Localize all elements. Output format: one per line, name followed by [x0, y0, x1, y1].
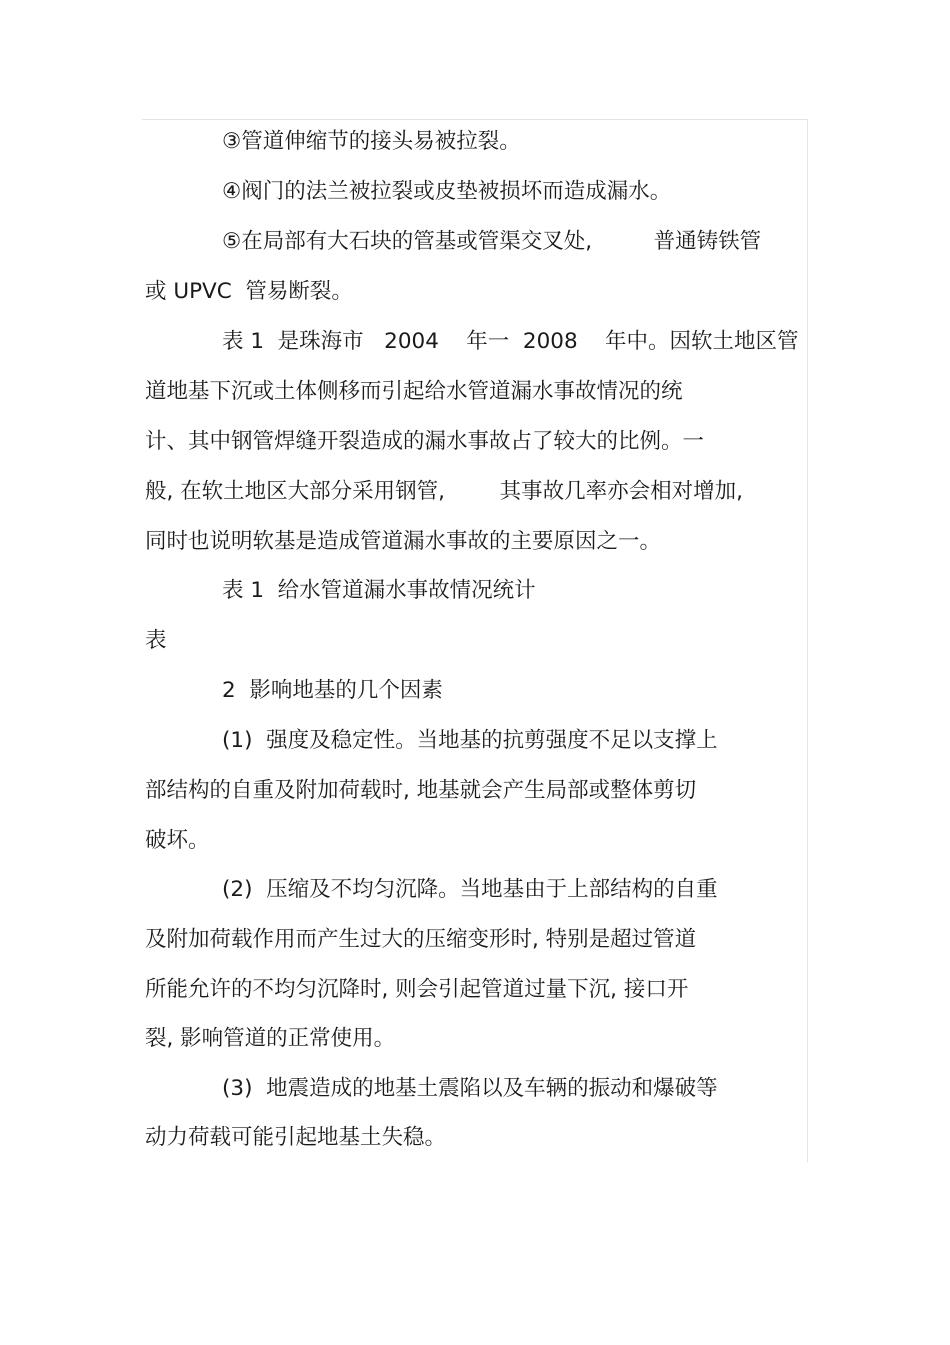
text-line: (2) 压缩及不均匀沉降。当地基由于上部结构的自重	[222, 877, 718, 902]
text-line: 部结构的自重及附加荷载时, 地基就会产生局部或整体剪切	[145, 778, 697, 803]
text-line: ⑤在局部有大石块的管基或管渠交叉处, 普通铸铁管	[222, 229, 762, 254]
text-line: 破坏。	[145, 828, 210, 853]
text-line: 及附加荷载作用而产生过大的压缩变形时, 特别是超过管道	[145, 927, 697, 952]
section-heading: 2 影响地基的几个因素	[222, 678, 443, 703]
page-frame	[142, 119, 808, 1162]
text-line: 裂, 影响管道的正常使用。	[145, 1026, 396, 1051]
text-line: (1) 强度及稳定性。当地基的抗剪强度不足以支撑上	[222, 728, 718, 753]
text-line: 道地基下沉或土体侧移而引起给水管道漏水事故情况的统	[145, 379, 683, 404]
text-line: ③管道伸缩节的接头易被拉裂。	[222, 129, 521, 154]
text-line: (3) 地震造成的地基土震陷以及车辆的振动和爆破等	[222, 1076, 718, 1101]
table-caption: 表 1 给水管道漏水事故情况统计	[222, 578, 536, 603]
text-line: 表 1 是珠海市 2004 年一 2008 年中。因软土地区管	[222, 329, 799, 354]
text-line: ④阀门的法兰被拉裂或皮垫被损坏而造成漏水。	[222, 179, 672, 204]
table-caption: 表	[145, 628, 167, 653]
text-line: 或 UPVC 管易断裂。	[145, 279, 353, 304]
text-line: 计、其中钢管焊缝开裂造成的漏水事故占了较大的比例。一	[145, 429, 705, 454]
text-line: 所能允许的不均匀沉降时, 则会引起管道过量下沉, 接口开	[145, 977, 689, 1002]
text-line: 动力荷载可能引起地基土失稳。	[145, 1125, 447, 1150]
text-line: 同时也说明软基是造成管道漏水事故的主要原因之一。	[145, 529, 662, 554]
text-line: 般, 在软土地区大部分采用钢管, 其事故几率亦会相对增加,	[145, 479, 744, 504]
